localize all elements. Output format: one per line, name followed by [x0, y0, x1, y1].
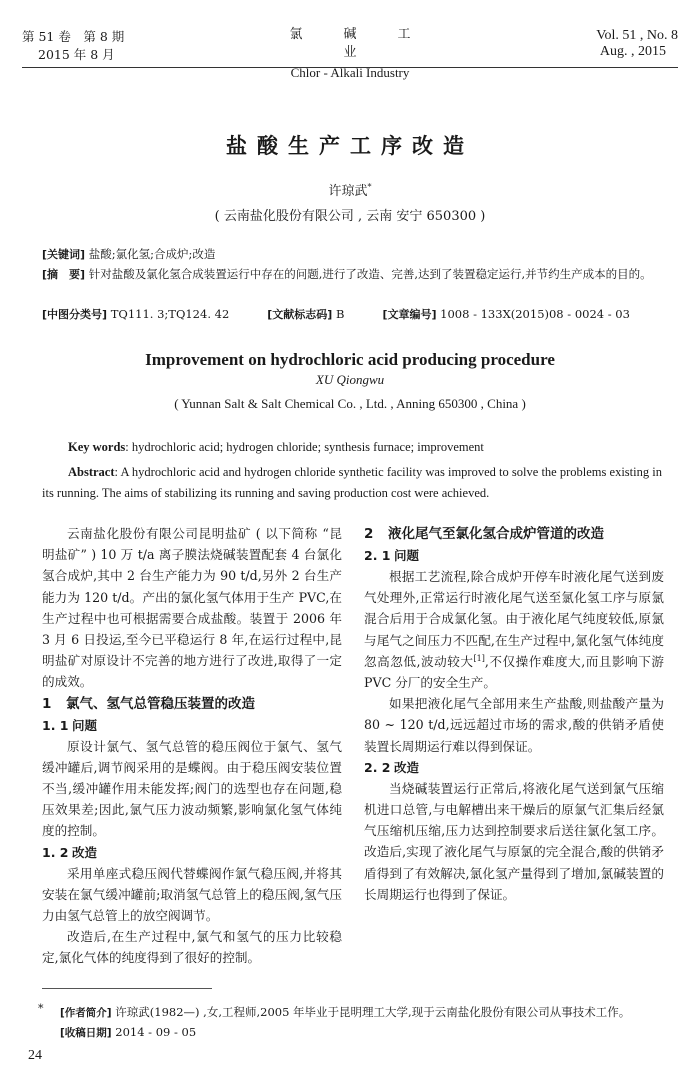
- footnote-mark: *: [38, 1002, 44, 1015]
- section-1-1-heading: [42, 715, 342, 736]
- doc-code-value: B: [332, 307, 345, 321]
- author-footnote-mark: *: [367, 182, 372, 192]
- keywords-en-label: Key words: [68, 440, 126, 454]
- section-1-2-title: 改造: [72, 844, 98, 860]
- body-column-right: [364, 523, 664, 905]
- abstract-cn: [42, 264, 662, 285]
- clc-value: TQ111. 3;TQ124. 42: [107, 307, 230, 321]
- affiliation-en: ( Yunnan Salt & Salt Chemical Co. , Ltd. , Anning 650300 , China ): [174, 396, 526, 411]
- section-2-1-text-a: 根据工艺流程,除合成炉开停车时液化尾气送到废气处理外,正常运行时液化尾气送至氯化氢工序与原氯混合后用于合成氯化氢。由于液化尾气纯度较低,原氯与尾气之间压力不匹配,在生产过程中,氯化氢气体纯度忽高忽低,波动较大: [364, 569, 664, 669]
- section-2-number: 2: [364, 526, 374, 542]
- section-2-1-paragraph-2: 如果把液化尾气全部用来生产盐酸,则盐酸产量为 80 ~ 120 t/d,远远超过市场的需求,酸的供销矛盾使装置长周期运行难以得到保证。: [364, 696, 664, 754]
- header-rule: [22, 67, 678, 68]
- section-2-heading: [364, 523, 664, 545]
- keywords-cn: [42, 244, 662, 265]
- date-cn: 2015 年 8 月: [38, 47, 115, 62]
- author-cn: [0, 180, 700, 199]
- received-date-footnote: [42, 1022, 700, 1043]
- section-2-2-paragraph: 当烧碱装置运行正常后,将液化尾气送到氯气压缩机进口总管,与电解槽出来干燥后的原氯气汇集后经氯气压缩机压缩,压力达到控制要求后送往氯化氢工序。改造后,实现了液化尾气与原氯的完全混合,酸的供销矛盾得到了有效解决,氯化氢产量得到了增加,氯碱装置的长周期运行也得到了保证。: [364, 780, 664, 902]
- abstract-text: 针对盐酸及氯化氢合成装置运行中存在的问题,进行了改造、完善,达到了装置稳定运行,并节约生产成本的目的。: [85, 267, 652, 281]
- author-bio-text: 许琼武(1982—) ,女,工程师,2005 年毕业于昆明理工大学,现于云南盐化股份有限公司从事技术工作。: [111, 1005, 631, 1019]
- author-bio-label: [作者简介]: [60, 1007, 112, 1019]
- section-2-2-number: 2. 2: [364, 759, 391, 775]
- classification-line: [42, 304, 662, 325]
- section-2-1-title: 问题: [394, 548, 420, 563]
- author-bio-footnote: [42, 1002, 700, 1023]
- page-number: 24: [28, 1048, 42, 1063]
- section-1-number: 1: [42, 695, 52, 712]
- section-1-title: 氯气、氢气总管稳压装置的改造: [66, 695, 255, 712]
- abstract-label: [摘 要]: [42, 268, 86, 281]
- keywords-label: [关键词]: [42, 248, 86, 261]
- journal-name-en: Chlor - Alkali Industry: [290, 65, 410, 80]
- article-number-label: [文章编号]: [382, 308, 437, 321]
- volume-issue-en: Vol. 51 , No. 8: [596, 28, 678, 43]
- article-title-en: Improvement on hydrochloric acid producing procedure: [145, 350, 555, 369]
- citation-ref-1[interactable]: [1]: [473, 653, 485, 663]
- section-2-1-number: 2. 1: [364, 548, 391, 563]
- article-title-cn: 盐酸生产工序改造: [226, 134, 474, 158]
- article-number-value: 1008 - 133X(2015)08 - 0024 - 03: [436, 307, 630, 321]
- date-en: Aug. , 2015: [599, 44, 666, 59]
- section-1-1-number: 1. 1: [42, 717, 69, 733]
- author-name: 许琼武: [328, 184, 368, 199]
- section-2-1-text-b: ,不仅操作难度大,而且影响下游 PVC 分厂的安全生产。: [364, 653, 664, 691]
- author-en: XU Qiongwu: [315, 372, 385, 387]
- section-1-1-title: 问题: [72, 717, 98, 733]
- keywords-text: 盐酸;氯化氢;合成炉;改造: [85, 247, 216, 261]
- running-header-right: [518, 28, 678, 60]
- section-2-1-paragraph-1: [364, 566, 664, 693]
- running-header-left: [22, 28, 182, 64]
- section-2-2-heading: [364, 757, 664, 778]
- volume-issue-cn: 第 51 卷 第 8 期: [22, 29, 125, 44]
- received-date-text: 2014 - 09 - 05: [111, 1025, 197, 1039]
- abstract-en: [42, 462, 662, 504]
- section-1-2-paragraph-2: 改造后,在生产过程中,氯气和氢气的压力比较稳定,氯化气体的纯度得到了很好的控制。: [42, 929, 342, 966]
- section-1-heading: [42, 693, 342, 715]
- affiliation-cn: ( 云南盐化股份有限公司 , 云南 安宁 650300 ): [214, 209, 486, 224]
- keywords-en-text: : hydrochloric acid; hydrogen chloride; synthesis furnace; improvement: [125, 440, 484, 454]
- journal-name-cn: 氯 碱 工 业: [289, 27, 452, 60]
- section-1-2-heading: [42, 842, 342, 863]
- section-2-title: 液化尾气至氯化氢合成炉管道的改造: [388, 526, 604, 542]
- received-date-label: [收稿日期]: [60, 1027, 112, 1039]
- section-1-2-paragraph-1: 采用单座式稳压阀代替蝶阀作氯气稳压阀,并将其安装在氯气缓冲罐前;取消氢气总管上的稳压阀,氢气压力由氢气总管上的放空阀调节。: [42, 865, 342, 924]
- body-column-left: [42, 523, 342, 969]
- keywords-en: [68, 440, 668, 455]
- footnote-rule: [42, 988, 212, 989]
- doc-code-label: [文献标志码]: [267, 308, 333, 321]
- abstract-en-text: : A hydrochloric acid and hydrogen chloride synthetic facility was improved to solve the problems existing in its running. The aims of stabilizing its running and saving production cost were achieved.: [42, 465, 662, 500]
- clc-label: [中图分类号]: [42, 308, 108, 321]
- section-2-2-title: 改造: [394, 759, 420, 775]
- section-2-1-heading: [364, 545, 664, 566]
- running-header-center: [250, 26, 450, 82]
- section-1-2-number: 1. 2: [42, 844, 69, 860]
- abstract-en-label: Abstract: [68, 465, 115, 479]
- intro-paragraph: 云南盐化股份有限公司昆明盐矿 ( 以下简称 “昆明盐矿” ) 10 万 t/a 离子膜法烧碱装置配套 4 台氯化氢合成炉,其中 2 台生产能力为 90 t/d,另外 2 台生产能力为 120 t/d。产出的氯化氢气体用于生产 PVC,在生产过程中也可根据需要合成盐酸。装置于 2006 年 3 月 6 日投运,至今已平稳运行 8 年,在运行过程中,昆明盐矿对原设计不完善的地方进行了改进,取得了一定的成效。: [42, 526, 342, 690]
- section-1-1-paragraph: 原设计氯气、氢气总管的稳压阀位于氯气、氢气缓冲罐后,调节阀采用的是蝶阀。由于稳压阀安装位置不当,缓冲罐作用未能发挥;阀门的选型也存在问题,稳压效果差;因此,氯气压力波动频繁,影响氯化氢气体纯度的控制。: [42, 738, 342, 839]
